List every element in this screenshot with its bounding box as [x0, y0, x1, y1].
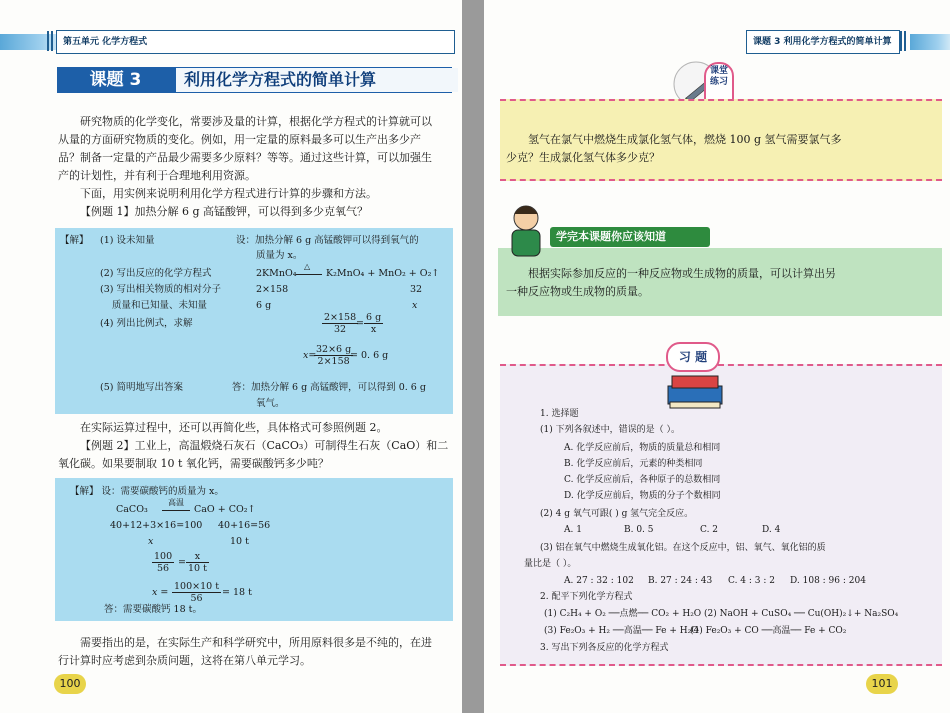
fraction-denominator: 56 — [190, 593, 203, 604]
equation-reactant: 2KMnO₄ — [256, 268, 297, 279]
equation-item: (2) NaOH + CuSO₄ ── Cu(OH)₂↓+ Na₂SO₄ — [704, 609, 899, 619]
fraction-numerator: 100×10 t — [174, 581, 220, 592]
summary-text — [506, 265, 936, 301]
fraction-denominator: 10 t — [188, 563, 207, 574]
step-text: 质量和已知量、未知量 — [112, 300, 208, 311]
relative-mass: 40+16=56 — [218, 520, 271, 531]
answer-text: 答：加热分解 6 g 高锰酸钾，可以得到 0. 6 g — [232, 382, 426, 393]
proportion-fraction — [364, 312, 383, 335]
step-text: 设：加热分解 6 g 高锰酸钾可以得到氧气的 — [236, 235, 419, 246]
step-text: 【解】 设：需要碳酸钙的质量为 x。 — [70, 486, 224, 497]
outro-text — [58, 634, 453, 670]
option-text: D. 108 : 96 : 204 — [790, 576, 866, 586]
option-text: C. 化学反应前后，各种原子的总数相同 — [564, 475, 721, 485]
page-number: 101 — [866, 674, 898, 694]
solve-fraction — [314, 344, 353, 367]
solve-fraction — [172, 581, 221, 604]
option-text: B. 0. 5 — [624, 525, 654, 535]
fraction-denominator: 56 — [157, 563, 170, 574]
relative-mass: 32 — [410, 284, 423, 295]
step-text: (2) 写出反应的化学方程式 — [100, 268, 212, 279]
lesson-label: 课题 3 — [89, 70, 142, 90]
left-page — [0, 0, 462, 713]
page-number: 100 — [54, 674, 86, 694]
right-running-header: 课题 3 利用化学方程式的简单计算 — [746, 30, 900, 54]
option-text: B. 27 : 24 : 43 — [648, 576, 713, 586]
solve-x: x = — [152, 587, 169, 598]
header-rule — [47, 31, 49, 51]
option-text: D. 化学反应前后，物质的分子个数相同 — [564, 491, 721, 501]
paragraph-line: 研究物质的化学变化，常要涉及量的计算，根据化学方程式的计算就可以 — [80, 115, 432, 128]
question-heading: 2. 配平下列化学方程式 — [540, 592, 633, 602]
lesson-title: 利用化学方程式的简单计算 — [176, 68, 458, 92]
book-stack-icon — [662, 370, 728, 412]
question-text: (2) 4 g 氧气可跟( ) g 氢气完全反应。 — [540, 509, 694, 519]
exercise-title: 习 题 — [666, 342, 720, 372]
solve-result: = 0. 6 g — [350, 350, 389, 361]
step-text: 质量为 x。 — [256, 250, 303, 261]
right-page — [484, 0, 950, 713]
paragraph-line: 需要指出的是，在实际生产和科学研究中，所用原料很多是不纯的，在进 — [80, 636, 432, 649]
equation-item: (4) Fe₂O₃ + CO ──高温── Fe + CO₂ — [690, 626, 847, 636]
equation-item: (1) C₂H₄ + O₂ ──点燃── CO₂ + H₂O — [544, 609, 702, 619]
fraction-numerator: 2×158 — [324, 312, 357, 323]
fraction-numerator: 6 g — [366, 312, 382, 323]
relative-mass: 2×158 — [256, 284, 289, 295]
header-rule — [51, 31, 53, 51]
header-rule — [904, 31, 906, 51]
proportion-fraction — [152, 551, 174, 574]
practice-text — [506, 131, 936, 167]
question-text: (1) 下列各叙述中，错误的是（ ）。 — [540, 425, 680, 435]
known-value: 10 t — [230, 536, 249, 547]
option-text: A. 化学反应前后，物质的质量总和相同 — [564, 443, 721, 453]
solve-result: = 18 t — [222, 587, 252, 598]
option-text: C. 2 — [700, 525, 719, 535]
option-text: B. 化学反应前后，元素的种类相同 — [564, 459, 703, 469]
mid-text — [58, 419, 453, 473]
reaction-arrow — [162, 510, 190, 511]
reaction-arrow — [296, 274, 322, 275]
paragraph-line: 从量的方面研究物质的变化。例如，用一定量的原料最多可以生产出多少产 — [58, 133, 421, 146]
fraction-numerator: 100 — [154, 551, 173, 562]
question-text: (3) 铝在氧气中燃烧生成氧化铝。在这个反应中，铝、氧气、氧化铝的质 — [540, 543, 826, 553]
option-text: A. 1 — [564, 525, 582, 535]
fraction-denominator: 32 — [334, 324, 347, 335]
reaction-condition: 高温 — [168, 498, 184, 507]
relative-mass: 40+12+3×16=100 — [110, 520, 203, 531]
practice-badge: 课堂练习 — [704, 62, 734, 116]
paragraph-line: 在实际运算过程中，还可以再简化些，具体格式可参照例题 2。 — [80, 421, 388, 434]
step-text: (5) 简明地写出答案 — [100, 382, 183, 393]
paragraph-line: 下面，用实例来说明利用化学方程式进行计算的步骤和方法。 — [80, 187, 377, 200]
fraction-denominator: x — [370, 324, 377, 335]
step-text: (4) 列出比例式，求解 — [100, 318, 193, 329]
header-rule — [900, 31, 902, 51]
reaction-condition: △ — [304, 262, 311, 271]
left-running-header: 第五单元 化学方程式 — [56, 30, 455, 54]
option-text: D. 4 — [762, 525, 781, 535]
equation-reactant: CaCO₃ — [116, 504, 148, 515]
header-band — [910, 34, 950, 50]
example2-solution-box — [55, 478, 453, 621]
example-question: 【例题 1】加热分解 6 g 高锰酸钾，可以得到多少克氧气？ — [80, 205, 369, 218]
answer-text: 答：需要碳酸钙 18 t。 — [104, 604, 202, 615]
unknown-value: x — [148, 536, 154, 547]
paragraph-line: 一种反应物或生成物的质量。 — [506, 285, 649, 298]
book-spine — [462, 0, 484, 713]
unknown-value: x — [412, 300, 418, 311]
known-value: 6 g — [256, 300, 272, 311]
paragraph-line: 根据实际参加反应的一种反应物或生成物的质量，可以计算出另 — [528, 267, 836, 280]
fraction-numerator: x — [186, 551, 209, 563]
option-text: C. 4 : 3 : 2 — [728, 576, 775, 586]
equals-sign: = — [356, 318, 364, 329]
question-heading: 1. 选择题 — [540, 409, 579, 419]
question-text: 量比是（ ）。 — [524, 559, 577, 569]
paragraph-line: 氢气在氯气中燃烧生成氯化氢气体，燃烧 100 g 氢气需要氯气多 — [528, 133, 842, 146]
student-figure-icon — [504, 200, 552, 258]
intro-text — [58, 113, 453, 221]
fraction-denominator: 2×158 — [317, 356, 350, 367]
proportion-fraction — [322, 312, 358, 335]
paragraph-line: 产的计划性，并有利于合理地利用资源。 — [58, 169, 256, 182]
step-text: (3) 写出相关物质的相对分子 — [100, 284, 221, 295]
paragraph-line: 行计算时应考虑到杂质问题，这将在第八单元学习。 — [58, 654, 311, 667]
paragraph-line: 少克？生成氯化氢气体多少克？ — [506, 151, 660, 164]
solution-label: 【解】 — [60, 235, 89, 246]
example-question: 【例题 2】工业上，高温煅烧石灰石（CaCO₃）可制得生石灰（CaO）和二 — [80, 439, 449, 452]
equals-sign: = — [178, 557, 186, 568]
proportion-fraction — [186, 551, 209, 574]
question-heading: 3. 写出下列各反应的化学方程式 — [540, 643, 669, 653]
summary-title: 学完本课题你应该知道 — [550, 227, 710, 247]
paragraph-line: 品？制备一定量的产品最少需要多少原料？等等。通过这些计算，可以加强生 — [58, 151, 432, 164]
solve-x: x= — [303, 350, 317, 361]
option-text: A. 27 : 32 : 102 — [564, 576, 634, 586]
fraction-numerator: 32×6 g — [316, 344, 352, 355]
equation-products: CaO + CO₂↑ — [194, 504, 256, 515]
equation-products: K₂MnO₄ + MnO₂ + O₂↑ — [326, 268, 440, 279]
step-text: (1) 设未知量 — [100, 235, 155, 246]
answer-text: 氧气。 — [256, 398, 285, 409]
paragraph-line: 氧化碳。如果要制取 10 t 氧化钙，需要碳酸钙多少吨？ — [58, 457, 329, 470]
equation-item: (3) Fe₂O₃ + H₂ ──高温── Fe + H₂O — [544, 626, 699, 636]
